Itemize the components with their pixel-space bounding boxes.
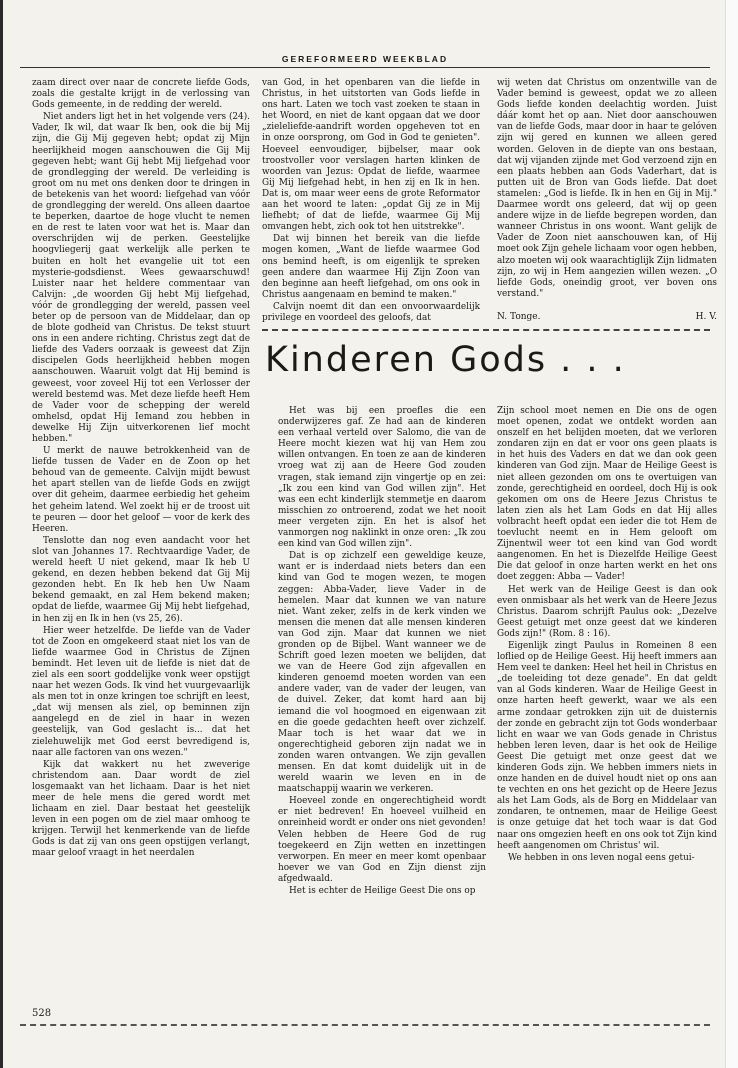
paragraph: Dat wij binnen het bereik van die liefde mogen komen, „Want de liefde waarmee God ons bemind heeft, is om eigenlijk te spreken geen andere dan waarmee Hij Zijn Zoon van den beginne aan heeft liefgehad, om ons ook in Christus aangenaam en bemind te maken." — [262, 234, 480, 300]
paragraph: zaam direct over naar de concrete liefde Gods, zoals die gestalte krijgt in de verlossing van Gods gemeente, in de redding der wereld. — [32, 78, 250, 111]
paragraph: Het was bij een proefles die een onderwijzeres gaf. Ze had aan de kinderen een verhaal verteld over Salomo, die van de Heere mocht kiezen wat hij van Hem zou willen ontvangen. En toen ze aan de kinderen vroeg wat zij aan de Heere God zouden vragen, stak iemand zijn vingertje op en zei: „Ik zou een kind van God willen zijn". Het was een echt kinderlijk stemmetje en daarom misschien zo ontroerend, zodat we het nooit meer vergeten zijn. En het is alsof het vanmorgen nog naklinkt in onze oren: „Ik zou een kind van God willen zijn". — [278, 406, 486, 550]
page-number: 528 — [32, 1008, 52, 1019]
paragraph: Dat is op zichzelf een geweldige keuze, want er is inderdaad niets beters dan een kind van God te mogen wezen, te mogen zeggen: Abba-Vader, lieve Vader in de hemelen. Maar dat kunnen we van nature niet. Want zeker, zelfs in de kerk vinden we mensen die menen dat alle mensen kinderen van God zijn. Maar dat kunnen we niet gronden op de Bijbel. Want wanneer we de Schrift goed lezen moeten we belijden, dat we van de Heere God zijn afgevallen en kinderen genoemd moeten worden van een andere vader, van de vader der leugen, van de duivel. Zeker, dat komt hard aan bij iemand die vol hoogmoed en eigenwaan zit en die goede gedachten heeft over zichzelf. Maar toch is het waar dat we in ongerechtigheid geboren zijn nadat we in zonden waren ontvangen. We zijn gevallen mensen. En dat komt duidelijk uit in de wereld waarin we leven en in de maatschappij waarin we verkeren. — [278, 551, 486, 795]
paragraph: Zijn school moet nemen en Die ons de ogen moet openen, zodat we ontdekt worden aan onszelf en het belijden moeten, dat we verloren zondaren zijn en dat er voor ons geen plaats is in het huis des Vaders en dat we dan ook geen kinderen van God zijn. Maar de Heilige Geest is niet alleen gezonden om ons te overtuigen van zonde, gerechtigheid en oordeel, doch Hij is ook gekomen om ons de Heere Jezus Christus te laten zien als het Lam Gods en dat Hij alles volbracht heeft opdat een ieder die tot Hem de toevlucht neemt en in Hem gelooft om Zijnentwil weer tot een kind van God wordt aangenomen. En het is Diezelfde Heilige Geest Die dat geloof in onze harten werkt en het ons doet zeggen: Abba — Vader! — [497, 406, 717, 583]
scan-left-edge — [0, 0, 3, 1068]
paragraph: Hier weer hetzelfde. De liefde van de Vader tot de Zoon en omgekeerd staat niet los van de liefde waarmee God in Christus de Zijnen bemindt. Het leven uit de liefde is niet dat de ziel als een soort goddelijke vonk weer opstijgt naar het wezen Gods. Ik vind het vuurgevaarlijk als men tot in onze kringen toe schrijft en leest, „dat wij mensen als ziel, op beminnen zijn aangelegd en de ziel in haar in wezen geestelijk, van God geslacht is... dat het zielehuwelijk met God eerst bevredigend is, naar alle factoren van ons wezen." — [32, 625, 250, 758]
column-left — [32, 78, 250, 1006]
column-middle-top — [262, 78, 480, 323]
paragraph: Kijk dat wakkert nu het zweverige christendom aan. Daar wordt de ziel losgemaakt van het lichaam. Daar is het niet meer de hele mens die gered wordt met lichaam en ziel. Daar bestaat het geestelijk leven in een pogen om de ziel maar omhoog te krijgen. Terwijl het kenmerkende van de liefde Gods is dat zij van ons geen opstijgen verlangt, maar geloof vraagt in het neerdalen — [32, 759, 250, 859]
paragraph: Calvijn noemt dit dan een onvoorwaardelijk privilege en voordeel des geloofs, dat — [262, 301, 480, 323]
paragraph: Hoeveel zonde en ongerechtigheid wordt er niet bedreven! En hoeveel vuilheid en onreinheid wordt er onder ons niet gevonden! Velen hebben de Heere God de rug toegekeerd en Zijn wetten en inzettingen verworpen. En meer en meer komt openbaar hoever we van God en Zijn dienst zijn afgedwaald. — [278, 796, 486, 884]
author-initials: H. V. — [695, 312, 717, 322]
paragraph: Tenslotte dan nog even aandacht voor het slot van Johannes 17. Rechtvaardige Vader, de wereld heeft U niet gekend, maar Ik heb U gekend, en dezen hebben bekend dat Gij Mij gezonden hebt. En Ik heb hen Uw Naam bekend gemaakt, en zal Hem bekend maken; opdat de liefde, waarmee Gij Mij hebt liefgehad, in hen zij en Ik in hen (vs 25, 26). — [32, 535, 250, 624]
paragraph: wij weten dat Christus om onzentwille van de Vader bemind is geweest, opdat we zo alleen Gods liefde konden deelachtig worden. Juist dáár komt het op aan. Niet door aanschouwen van de liefde Gods, maar door in haar te gelóven zijn wij gered en kunnen we alleen gered worden. Geloven in de diepte van ons bestaan, dat wij vijanden zijnde met God verzoend zijn en een plaats hebben aan Gods Vaderhart, dat is putten uit de Bron van Gods liefde. Dat doet stamelen: „God is liefde. Ik in hen en Gij in Mij." Daarmee wordt ons geleerd, dat wij op geen andere wijze in de liefde begrepen worden, dan wanneer Christus in ons woont. Want gelijk de Vader de Zoon niet aanschouwen kan, of Hij moet ook Zijn gehele lichaam voor ogen hebben, alzo moeten wij ook waarachtiglijk Zijn lidmaten zijn, zo wij in Hem aangezien willen wezen. „O liefde Gods, oneindig groot, ver boven ons verstand." — [497, 78, 717, 299]
scan-right-margin — [725, 0, 738, 1068]
bottom-rule — [20, 1024, 710, 1026]
paragraph: van God, in het openbaren van die liefde in Christus, in het uitstorten van Gods liefde in ons hart. Laten we toch vast zoeken te staan in het Woord, en niet de kant opgaan dat we door „zieleliefde-aandrift worden opgeheven tot en in onze oorsprong, om God in God te genieten". Hoeveel eenvoudiger, bijbelser, maar ook troostvoller voor verslagen harten klinken de woorden van Jezus: Opdat de liefde, waarmee Gij Mij liefgehad hebt, in hen zij en Ik in hen. Dat is, om maar weer eens de grote Reformator aan het woord te laten: „opdat Gij ze in Mij liefhebt; of dat de liefde, waarmee Gij Mij omvangen hebt, zich ook tot hen uitstrekke". — [262, 78, 480, 233]
article-title: Kinderen Gods . . . — [265, 340, 626, 380]
paragraph: Het werk van de Heilige Geest is dan ook even onmisbaar als het werk van de Heere Jezus Christus. Daarom schrijft Paulus ook: „Dezelve Geest getuigt met onze geest dat we kinderen Gods zijn!" (Rom. 8 : 16). — [497, 584, 717, 639]
running-header: GEREFORMEERD WEEKBLAD — [281, 54, 449, 64]
header-rule — [20, 67, 710, 68]
column-article-right — [497, 406, 717, 1006]
paragraph: We hebben in ons leven nogal eens getui- — [508, 852, 695, 863]
article-signature — [497, 312, 717, 322]
paragraph: U merkt de nauwe betrokkenheid van de liefde tussen de Vader en de Zoon op het behoud van de gemeente. Calvijn mijdt bewust het apart stellen van de liefde Gods en zwijgt over dit geheim, daarmee eerbiedig het geheim het geheim latend. Wel zoekt hij er de troost uit te peuren — door het geloof — voor de kerk des Heeren. — [32, 446, 250, 534]
column-article-left — [278, 406, 486, 1006]
paragraph: Eigenlijk zingt Paulus in Romeinen 8 een loflied op de Heilige Geest. Hij heeft immers aan Hem veel te danken: Heel het heil in Christus en „de toeleiding tot deze genade". En dat geldt van al Gods kinderen. Waar de Heilige Geest in onze harten heeft gewerkt, waar we als een arme zondaar getrokken zijn uit de duisternis der zonde en gebracht zijn tot Gods wonderbaar licht en waar we van Gods genade in Christus hebben leren leven, daar is het ook de Heilige Geest Die getuigt met onze geest dat we kinderen Gods zijn. We hebben immers niets in onze handen en de duivel houdt niet op ons aan te vechten en ons het gezicht op de Heere Jezus als het Lam Gods, als de Borg en Middelaar van zondaren, te ontnemen, maar de Heilige Geest is onze getuige dat het toch waar is dat God naar ons omgezien heeft en ons ook tot Zijn kind heeft aangenomen om Christus' wil. — [497, 640, 717, 851]
paragraph: Het is echter de Heilige Geest Die ons op — [289, 886, 476, 897]
section-divider — [262, 329, 710, 331]
author-name: N. Tonge. — [497, 312, 541, 322]
column-right-top — [497, 78, 717, 312]
paragraph: Niet anders ligt het in het volgende vers (24). Vader, Ik wil, dat waar Ik ben, ook die bij Mij zijn, die Gij Mij gegeven hebt; opdat zij Mijn heerlijkheid mogen aanschouwen die Gij Mij gegeven hebt; want Gij hebt Mij liefgehad voor de grondlegging der wereld. De verleiding is groot om nu met ons denken door te dringen in de betekenis van het woord: liefgehad van vóór de grondlegging der wereld. Ons alleen daartoe te beperken, daartoe de hoge vlucht te nemen en de rest te laten voor wat het is. Maar dan overschrijden wij de perken. Geestelijke hoogvliegerij gaat werkelijk alle perken te buiten en holt het evangelie uit tot een mysterie-godsdienst. Wees gewaarschuwd! Luister naar het heldere commentaar van Calvijn: „de woorden Gij hebt Mij liefgehad, vóór de grondlegging der wereld, passen veel beter op de persoon van de Middelaar, dan op de blote godheid van Christus. De tekst stuurt ons in een andere richting. Christus zegt dat de liefde des Vaders oorzaak is geweest dat Zijn discipelen Gods heerlijkheid hebben mogen aanschouwen. Waaruit volgt dat Hij bemind is geweest, voor zoveel Hij tot een Verlosser der wereld bestemd was. Met deze liefde heeft Hem de Vader voor de schepping der wereld omhelsd, opdat Hij Iemand zou hebben in dewelke Hij Zijn uitverkorenen lief mocht hebben." — [32, 112, 250, 444]
